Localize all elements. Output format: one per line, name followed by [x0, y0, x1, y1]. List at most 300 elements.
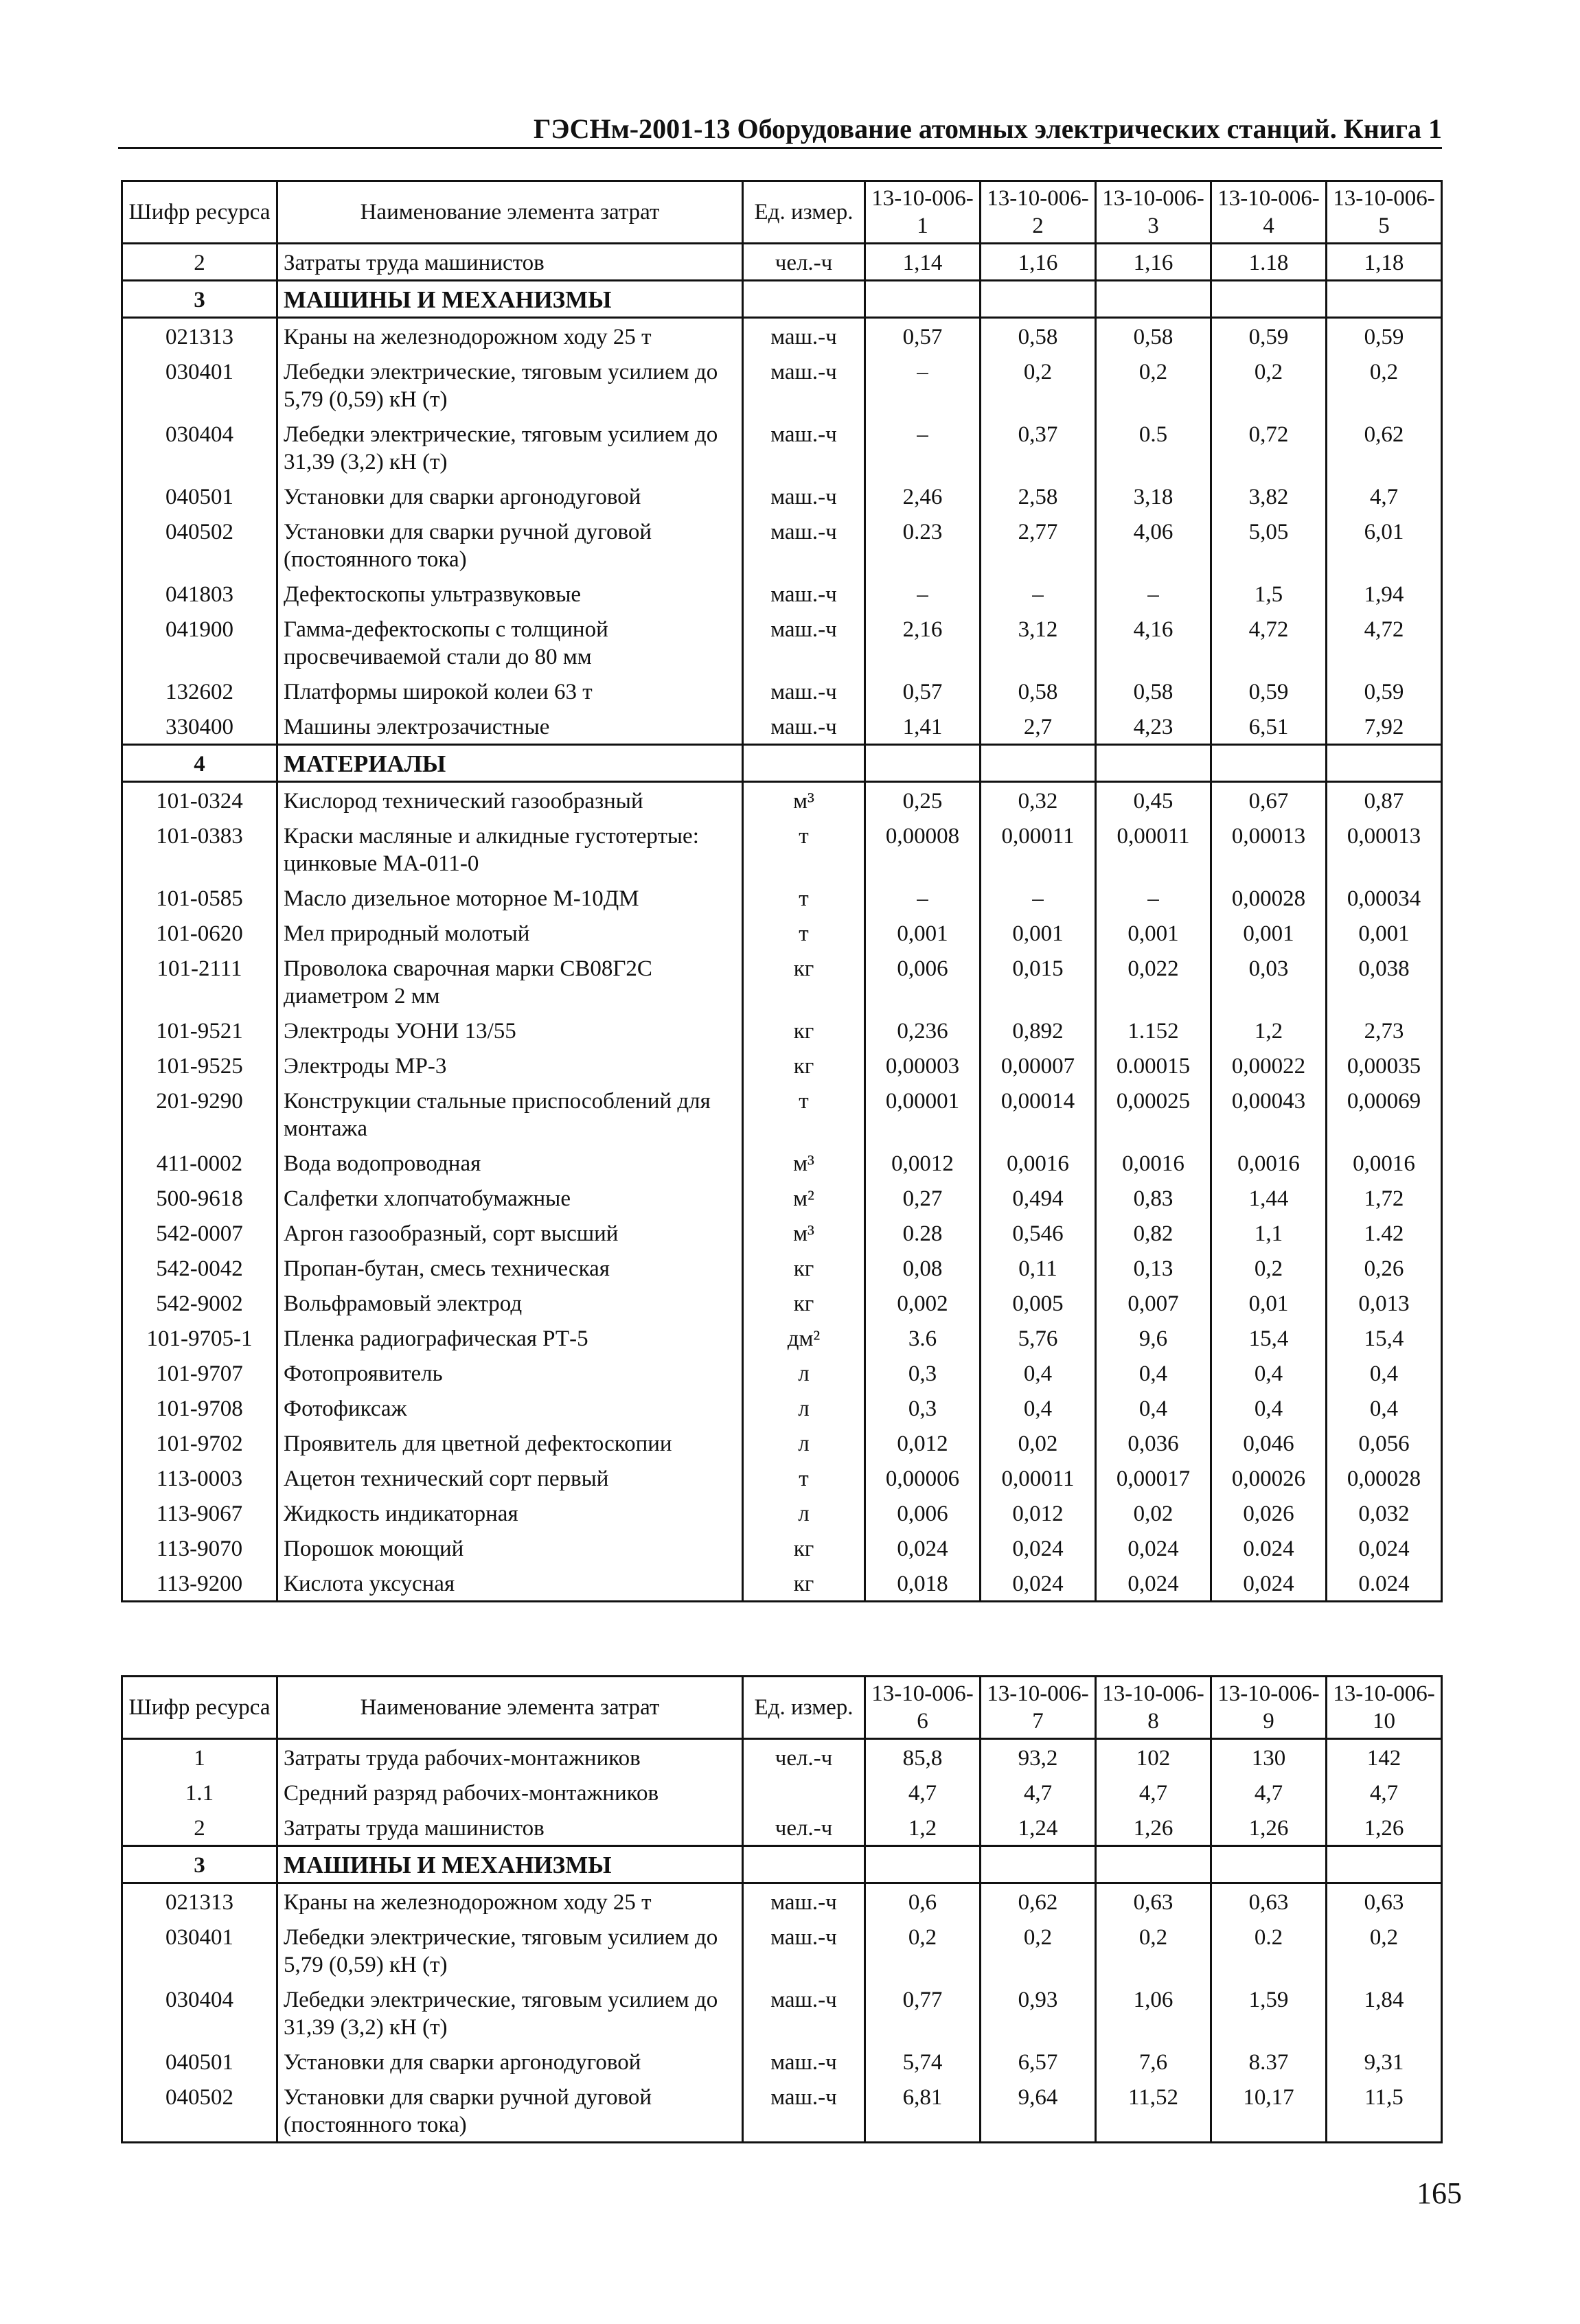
table-row: [122, 1048, 1442, 1083]
resource-code-cell: 041900: [122, 611, 277, 674]
cost-item-name-cell: Аргон газообразный, сорт высший: [277, 1215, 743, 1250]
column-header-norm: 13-10-006-9: [1211, 1677, 1327, 1739]
norm-value-cell: 4,7: [1327, 479, 1442, 514]
norm-value-cell: 2,58: [981, 479, 1096, 514]
norm-value-cell: 0,00043: [1211, 1083, 1327, 1145]
column-header-code: Шифр ресурса: [122, 1677, 277, 1739]
norm-value-cell: 0,4: [1096, 1355, 1211, 1390]
unit-cell: маш.-ч: [743, 416, 865, 479]
column-header-norm: 13-10-006-4: [1211, 181, 1327, 244]
unit-cell: маш.-ч: [743, 709, 865, 745]
resource-code-cell: 113-9200: [122, 1565, 277, 1602]
norm-value-cell: 0,00011: [981, 818, 1096, 880]
norm-value-cell: 0.2: [1211, 1919, 1327, 1981]
norm-value-cell: 0,038: [1327, 950, 1442, 1013]
norm-value-cell: 6,57: [981, 2044, 1096, 2079]
unit-cell: кг: [743, 1013, 865, 1048]
norm-value-cell: 0,83: [1096, 1180, 1211, 1215]
resource-code-cell: 101-0383: [122, 818, 277, 880]
norm-value-cell: 0,00069: [1327, 1083, 1442, 1145]
column-header-name: Наименование элемента затрат: [277, 1677, 743, 1739]
table-row: [122, 880, 1442, 915]
cost-item-name-cell: Масло дизельное моторное М-10ДМ: [277, 880, 743, 915]
norm-value-cell: 0,59: [1327, 674, 1442, 709]
resource-code-cell: 201-9290: [122, 1083, 277, 1145]
norm-value-cell: [865, 1846, 981, 1883]
norm-value-cell: 0,87: [1327, 782, 1442, 818]
norm-value-cell: 0,59: [1211, 674, 1327, 709]
norm-value-cell: 0,63: [1327, 1883, 1442, 1920]
unit-cell: чел.-ч: [743, 244, 865, 281]
cost-item-name-cell: Фотопроявитель: [277, 1355, 743, 1390]
norm-value-cell: 0,4: [1211, 1390, 1327, 1425]
section-row: [122, 281, 1442, 318]
unit-cell: кг: [743, 1285, 865, 1320]
norm-value-cell: 0,024: [1096, 1530, 1211, 1565]
cost-item-name-cell: Машины электрозачистные: [277, 709, 743, 745]
norm-value-cell: 0,001: [865, 915, 981, 950]
norm-value-cell: 0,59: [1211, 318, 1327, 354]
resource-code-cell: 3: [122, 1846, 277, 1883]
norm-value-cell: 6,81: [865, 2079, 981, 2143]
norm-value-cell: 0,58: [981, 318, 1096, 354]
cost-item-name-cell: Мел природный молотый: [277, 915, 743, 950]
norm-value-cell: 2,73: [1327, 1013, 1442, 1048]
table-row: [122, 1215, 1442, 1250]
norm-value-cell: 0,001: [1327, 915, 1442, 950]
cost-item-name-cell: Электроды МР-3: [277, 1048, 743, 1083]
norm-value-cell: 0,00014: [981, 1083, 1096, 1145]
unit-cell: маш.-ч: [743, 1981, 865, 2044]
column-header-norm: 13-10-006-1: [865, 181, 981, 244]
column-header-norm: 13-10-006-5: [1327, 181, 1442, 244]
norm-value-cell: 6,51: [1211, 709, 1327, 745]
norm-value-cell: 0,024: [981, 1530, 1096, 1565]
table-row: [122, 416, 1442, 479]
norm-value-cell: 15,4: [1327, 1320, 1442, 1355]
table-row: [122, 244, 1442, 281]
unit-cell: л: [743, 1355, 865, 1390]
resource-code-cell: 040502: [122, 2079, 277, 2143]
norm-value-cell: 0,032: [1327, 1495, 1442, 1530]
norm-value-cell: 4,7: [981, 1775, 1096, 1810]
table-row: [122, 1883, 1442, 1920]
norm-value-cell: [1211, 745, 1327, 782]
norm-value-cell: 1,72: [1327, 1180, 1442, 1215]
table-row: [122, 318, 1442, 354]
cost-item-name-cell: Установки для сварки аргонодуговой: [277, 479, 743, 514]
unit-cell: [743, 745, 865, 782]
norm-value-cell: 1,59: [1211, 1981, 1327, 2044]
norm-value-cell: 0,4: [1096, 1390, 1211, 1425]
resource-code-cell: 1: [122, 1739, 277, 1775]
norm-value-cell: 0,00006: [865, 1460, 981, 1495]
resource-code-cell: 113-9070: [122, 1530, 277, 1565]
norm-value-cell: 3.6: [865, 1320, 981, 1355]
resource-code-cell: 2: [122, 244, 277, 281]
norm-value-cell: 0,11: [981, 1250, 1096, 1285]
cost-item-name-cell: Проявитель для цветной дефектоскопии: [277, 1425, 743, 1460]
column-header-unit: Ед. измер.: [743, 1677, 865, 1739]
norm-value-cell: [1096, 1846, 1211, 1883]
cost-item-name-cell: Электроды УОНИ 13/55: [277, 1013, 743, 1048]
norm-value-cell: [981, 281, 1096, 318]
cost-item-name-cell: Затраты труда машинистов: [277, 1810, 743, 1846]
norm-value-cell: 0,015: [981, 950, 1096, 1013]
resource-code-cell: 101-9525: [122, 1048, 277, 1083]
norm-value-cell: 9,64: [981, 2079, 1096, 2143]
table-row: [122, 1390, 1442, 1425]
norm-value-cell: 0,45: [1096, 782, 1211, 818]
norm-value-cell: 0,62: [1327, 416, 1442, 479]
norm-value-cell: 0,001: [1096, 915, 1211, 950]
norm-value-cell: 4,7: [1096, 1775, 1211, 1810]
norm-value-cell: 93,2: [981, 1739, 1096, 1775]
norm-value-cell: 0,00025: [1096, 1083, 1211, 1145]
table-body: [122, 1739, 1442, 2143]
table-row: [122, 674, 1442, 709]
norm-value-cell: 2,77: [981, 514, 1096, 576]
norm-value-cell: 0,00013: [1211, 818, 1327, 880]
unit-cell: маш.-ч: [743, 576, 865, 611]
table-row: [122, 1565, 1442, 1602]
norm-value-cell: 0,0016: [1327, 1145, 1442, 1180]
table-row: [122, 818, 1442, 880]
norm-value-cell: 0,4: [1211, 1355, 1327, 1390]
cost-item-name-cell: Краны на железнодорожном ходу 25 т: [277, 318, 743, 354]
norm-value-cell: 0,024: [1096, 1565, 1211, 1602]
norm-value-cell: 0,0016: [1096, 1145, 1211, 1180]
resource-code-cell: 2: [122, 1810, 277, 1846]
resource-code-cell: 021313: [122, 1883, 277, 1920]
norm-value-cell: 0,26: [1327, 1250, 1442, 1285]
resource-code-cell: 101-9702: [122, 1425, 277, 1460]
norm-value-cell: 0,006: [865, 950, 981, 1013]
page-number: 165: [1417, 2176, 1462, 2210]
table-row: [122, 1810, 1442, 1846]
table-row: [122, 1425, 1442, 1460]
resource-code-cell: 030401: [122, 1919, 277, 1981]
cost-item-name-cell: Кислота уксусная: [277, 1565, 743, 1602]
unit-cell: л: [743, 1390, 865, 1425]
resource-code-cell: 1.1: [122, 1775, 277, 1810]
norm-value-cell: 3,12: [981, 611, 1096, 674]
table-header-row: [122, 1677, 1442, 1739]
table-row: [122, 1320, 1442, 1355]
table-body: [122, 244, 1442, 1602]
norm-value-cell: [865, 745, 981, 782]
norm-value-cell: 0,4: [1327, 1390, 1442, 1425]
resource-code-cell: 411-0002: [122, 1145, 277, 1180]
unit-cell: маш.-ч: [743, 1883, 865, 1920]
norm-value-cell: 1,2: [865, 1810, 981, 1846]
norm-value-cell: 0,018: [865, 1565, 981, 1602]
norm-value-cell: 0,13: [1096, 1250, 1211, 1285]
unit-cell: маш.-ч: [743, 1919, 865, 1981]
table-row: [122, 1250, 1442, 1285]
unit-cell: маш.-ч: [743, 354, 865, 416]
norm-value-cell: 1,16: [1096, 244, 1211, 281]
cost-item-name-cell: Порошок моющий: [277, 1530, 743, 1565]
norm-value-cell: 4,72: [1327, 611, 1442, 674]
table-row: [122, 2079, 1442, 2143]
table-row: [122, 1285, 1442, 1320]
norm-value-cell: 15,4: [1211, 1320, 1327, 1355]
column-header-code: Шифр ресурса: [122, 181, 277, 244]
norm-value-cell: –: [865, 880, 981, 915]
resource-code-cell: 040501: [122, 479, 277, 514]
norm-value-cell: 8.37: [1211, 2044, 1327, 2079]
norm-value-cell: [1327, 1846, 1442, 1883]
norm-value-cell: [1327, 745, 1442, 782]
norm-value-cell: 0,59: [1327, 318, 1442, 354]
norm-value-cell: 0,00001: [865, 1083, 981, 1145]
norm-value-cell: 0.5: [1096, 416, 1211, 479]
norm-value-cell: 0,00028: [1211, 880, 1327, 915]
norm-value-cell: 0,32: [981, 782, 1096, 818]
norm-value-cell: 0,2: [1096, 1919, 1211, 1981]
norm-value-cell: 0,63: [1096, 1883, 1211, 1920]
norm-value-cell: 102: [1096, 1739, 1211, 1775]
norm-value-cell: 1.18: [1211, 244, 1327, 281]
norm-value-cell: 0,00022: [1211, 1048, 1327, 1083]
norm-value-cell: 0,022: [1096, 950, 1211, 1013]
norm-value-cell: 4,23: [1096, 709, 1211, 745]
norm-value-cell: 1,94: [1327, 576, 1442, 611]
unit-cell: маш.-ч: [743, 2079, 865, 2143]
norm-value-cell: 0,2: [1327, 354, 1442, 416]
norm-value-cell: 0,00035: [1327, 1048, 1442, 1083]
unit-cell: т: [743, 1083, 865, 1145]
norm-value-cell: 1,2: [1211, 1013, 1327, 1048]
unit-cell: [743, 1846, 865, 1883]
norm-value-cell: 0.024: [1327, 1565, 1442, 1602]
unit-cell: чел.-ч: [743, 1810, 865, 1846]
cost-table-1: [121, 180, 1443, 1602]
norm-value-cell: 0,08: [865, 1250, 981, 1285]
norm-value-cell: 4,06: [1096, 514, 1211, 576]
resource-code-cell: 101-2111: [122, 950, 277, 1013]
resource-code-cell: 101-0324: [122, 782, 277, 818]
unit-cell: маш.-ч: [743, 674, 865, 709]
resource-code-cell: 040502: [122, 514, 277, 576]
unit-cell: [743, 1775, 865, 1810]
column-header-norm: 13-10-006-8: [1096, 1677, 1211, 1739]
table-row: [122, 479, 1442, 514]
column-header-norm: 13-10-006-3: [1096, 181, 1211, 244]
norm-value-cell: 0,01: [1211, 1285, 1327, 1320]
cost-item-name-cell: Краски масляные и алкидные густотертые: цинковые МА-011-0: [277, 818, 743, 880]
norm-value-cell: 0,046: [1211, 1425, 1327, 1460]
norm-value-cell: 0,00017: [1096, 1460, 1211, 1495]
cost-item-name-cell: Лебедки электрические, тяговым усилием до 31,39 (3,2) кН (т): [277, 416, 743, 479]
resource-code-cell: 101-0620: [122, 915, 277, 950]
norm-value-cell: 2,46: [865, 479, 981, 514]
resource-code-cell: 030404: [122, 416, 277, 479]
column-header-norm: 13-10-006-7: [981, 1677, 1096, 1739]
norm-value-cell: 0,72: [1211, 416, 1327, 479]
table-row: [122, 950, 1442, 1013]
unit-cell: маш.-ч: [743, 479, 865, 514]
column-header-norm: 13-10-006-6: [865, 1677, 981, 1739]
cost-item-name-cell: Конструкции стальные приспособлений для монтажа: [277, 1083, 743, 1145]
section-row: [122, 1846, 1442, 1883]
page-header-title: ГЭСНм-2001-13 Оборудование атомных электрических станций. Книга 1: [533, 113, 1442, 144]
cost-item-name-cell: Затраты труда рабочих-монтажников: [277, 1739, 743, 1775]
norm-value-cell: 0,0016: [1211, 1145, 1327, 1180]
unit-cell: т: [743, 915, 865, 950]
unit-cell: чел.-ч: [743, 1739, 865, 1775]
norm-value-cell: –: [981, 880, 1096, 915]
norm-value-cell: 0,236: [865, 1013, 981, 1048]
unit-cell: маш.-ч: [743, 514, 865, 576]
norm-value-cell: 0,93: [981, 1981, 1096, 2044]
norm-value-cell: 4,7: [1327, 1775, 1442, 1810]
resource-code-cell: 132602: [122, 674, 277, 709]
norm-value-cell: 0,00026: [1211, 1460, 1327, 1495]
norm-value-cell: 9,31: [1327, 2044, 1442, 2079]
cost-item-name-cell: Кислород технический газообразный: [277, 782, 743, 818]
norm-value-cell: 3,18: [1096, 479, 1211, 514]
norm-value-cell: 4,72: [1211, 611, 1327, 674]
page-header: [118, 114, 1442, 149]
unit-cell: л: [743, 1495, 865, 1530]
resource-code-cell: 101-9708: [122, 1390, 277, 1425]
norm-value-cell: 142: [1327, 1739, 1442, 1775]
table-row: [122, 1739, 1442, 1775]
norm-value-cell: 0,03: [1211, 950, 1327, 1013]
norm-value-cell: –: [865, 354, 981, 416]
unit-cell: т: [743, 1460, 865, 1495]
table-row: [122, 1530, 1442, 1565]
norm-value-cell: [981, 745, 1096, 782]
norm-value-cell: 0,02: [981, 1425, 1096, 1460]
resource-code-cell: 542-0042: [122, 1250, 277, 1285]
section-title-cell: МАШИНЫ И МЕХАНИЗМЫ: [277, 281, 743, 318]
norm-value-cell: 1,26: [1327, 1810, 1442, 1846]
cost-item-name-cell: Краны на железнодорожном ходу 25 т: [277, 1883, 743, 1920]
norm-value-cell: 0,67: [1211, 782, 1327, 818]
norm-value-cell: 0,056: [1327, 1425, 1442, 1460]
table-header-row: [122, 181, 1442, 244]
norm-value-cell: 0,00011: [1096, 818, 1211, 880]
norm-value-cell: 0,546: [981, 1215, 1096, 1250]
norm-value-cell: 0,0012: [865, 1145, 981, 1180]
table-row: [122, 1145, 1442, 1180]
resource-code-cell: 3: [122, 281, 277, 318]
norm-value-cell: 0,2: [865, 1919, 981, 1981]
resource-code-cell: 330400: [122, 709, 277, 745]
cost-item-name-cell: Салфетки хлопчатобумажные: [277, 1180, 743, 1215]
column-header-norm: 13-10-006-2: [981, 181, 1096, 244]
norm-value-cell: 0,013: [1327, 1285, 1442, 1320]
norm-value-cell: 2,16: [865, 611, 981, 674]
unit-cell: кг: [743, 1530, 865, 1565]
norm-value-cell: 0,2: [981, 1919, 1096, 1981]
cost-table-2: [121, 1675, 1443, 2143]
norm-value-cell: 1,44: [1211, 1180, 1327, 1215]
unit-cell: кг: [743, 1250, 865, 1285]
norm-value-cell: 0,6: [865, 1883, 981, 1920]
section-title-cell: МАШИНЫ И МЕХАНИЗМЫ: [277, 1846, 743, 1883]
norm-value-cell: 0,77: [865, 1981, 981, 2044]
resource-code-cell: 113-0003: [122, 1460, 277, 1495]
table-row: [122, 1083, 1442, 1145]
norm-value-cell: 1,24: [981, 1810, 1096, 1846]
norm-value-cell: 0,00013: [1327, 818, 1442, 880]
resource-code-cell: 542-9002: [122, 1285, 277, 1320]
norm-value-cell: 0,25: [865, 782, 981, 818]
norm-value-cell: 3,82: [1211, 479, 1327, 514]
resource-code-cell: 030404: [122, 1981, 277, 2044]
cost-item-name-cell: Проволока сварочная марки СВ08Г2С диаметром 2 мм: [277, 950, 743, 1013]
unit-cell: м²: [743, 1180, 865, 1215]
norm-value-cell: 0,02: [1096, 1495, 1211, 1530]
resource-code-cell: 500-9618: [122, 1180, 277, 1215]
norm-value-cell: 7,92: [1327, 709, 1442, 745]
section-title-cell: МАТЕРИАЛЫ: [277, 745, 743, 782]
norm-value-cell: 5,76: [981, 1320, 1096, 1355]
norm-value-cell: 2,7: [981, 709, 1096, 745]
norm-value-cell: 0,026: [1211, 1495, 1327, 1530]
norm-value-cell: 0,002: [865, 1285, 981, 1320]
resource-code-cell: 542-0007: [122, 1215, 277, 1250]
norm-value-cell: 0,58: [1096, 318, 1211, 354]
norm-value-cell: 0,4: [981, 1355, 1096, 1390]
norm-value-cell: 0,37: [981, 416, 1096, 479]
cost-item-name-cell: Жидкость индикаторная: [277, 1495, 743, 1530]
norm-value-cell: 0,2: [1211, 1250, 1327, 1285]
resource-code-cell: 041803: [122, 576, 277, 611]
unit-cell: м³: [743, 1215, 865, 1250]
unit-cell: кг: [743, 1048, 865, 1083]
resource-code-cell: 4: [122, 745, 277, 782]
norm-value-cell: 10,17: [1211, 2079, 1327, 2143]
norm-value-cell: 7,6: [1096, 2044, 1211, 2079]
norm-value-cell: 1,41: [865, 709, 981, 745]
table-row: [122, 514, 1442, 576]
norm-value-cell: 0,58: [981, 674, 1096, 709]
norm-value-cell: [865, 281, 981, 318]
cost-item-name-cell: Установки для сварки ручной дуговой (постоянного тока): [277, 514, 743, 576]
norm-value-cell: 9,6: [1096, 1320, 1211, 1355]
unit-cell: маш.-ч: [743, 611, 865, 674]
norm-value-cell: 0,00011: [981, 1460, 1096, 1495]
cost-item-name-cell: Гамма-дефектоскопы с толщиной просвечиваемой стали до 80 мм: [277, 611, 743, 674]
norm-value-cell: 0,012: [981, 1495, 1096, 1530]
cost-item-name-cell: Ацетон технический сорт первый: [277, 1460, 743, 1495]
unit-cell: л: [743, 1425, 865, 1460]
norm-value-cell: 1,26: [1096, 1810, 1211, 1846]
resource-code-cell: 113-9067: [122, 1495, 277, 1530]
norm-value-cell: 0,036: [1096, 1425, 1211, 1460]
norm-value-cell: 0,00008: [865, 818, 981, 880]
table-row: [122, 1981, 1442, 2044]
norm-value-cell: 0,57: [865, 318, 981, 354]
norm-value-cell: 1,84: [1327, 1981, 1442, 2044]
resource-code-cell: 101-9705-1: [122, 1320, 277, 1355]
norm-value-cell: 1,06: [1096, 1981, 1211, 2044]
norm-value-cell: 0,001: [981, 915, 1096, 950]
norm-value-cell: –: [1096, 576, 1211, 611]
norm-value-cell: 0,005: [981, 1285, 1096, 1320]
norm-value-cell: 1,26: [1211, 1810, 1327, 1846]
cost-item-name-cell: Установки для сварки аргонодуговой: [277, 2044, 743, 2079]
resource-code-cell: 030401: [122, 354, 277, 416]
table-row: [122, 915, 1442, 950]
cost-item-name-cell: Вольфрамовый электрод: [277, 1285, 743, 1320]
norm-value-cell: 0,00034: [1327, 880, 1442, 915]
